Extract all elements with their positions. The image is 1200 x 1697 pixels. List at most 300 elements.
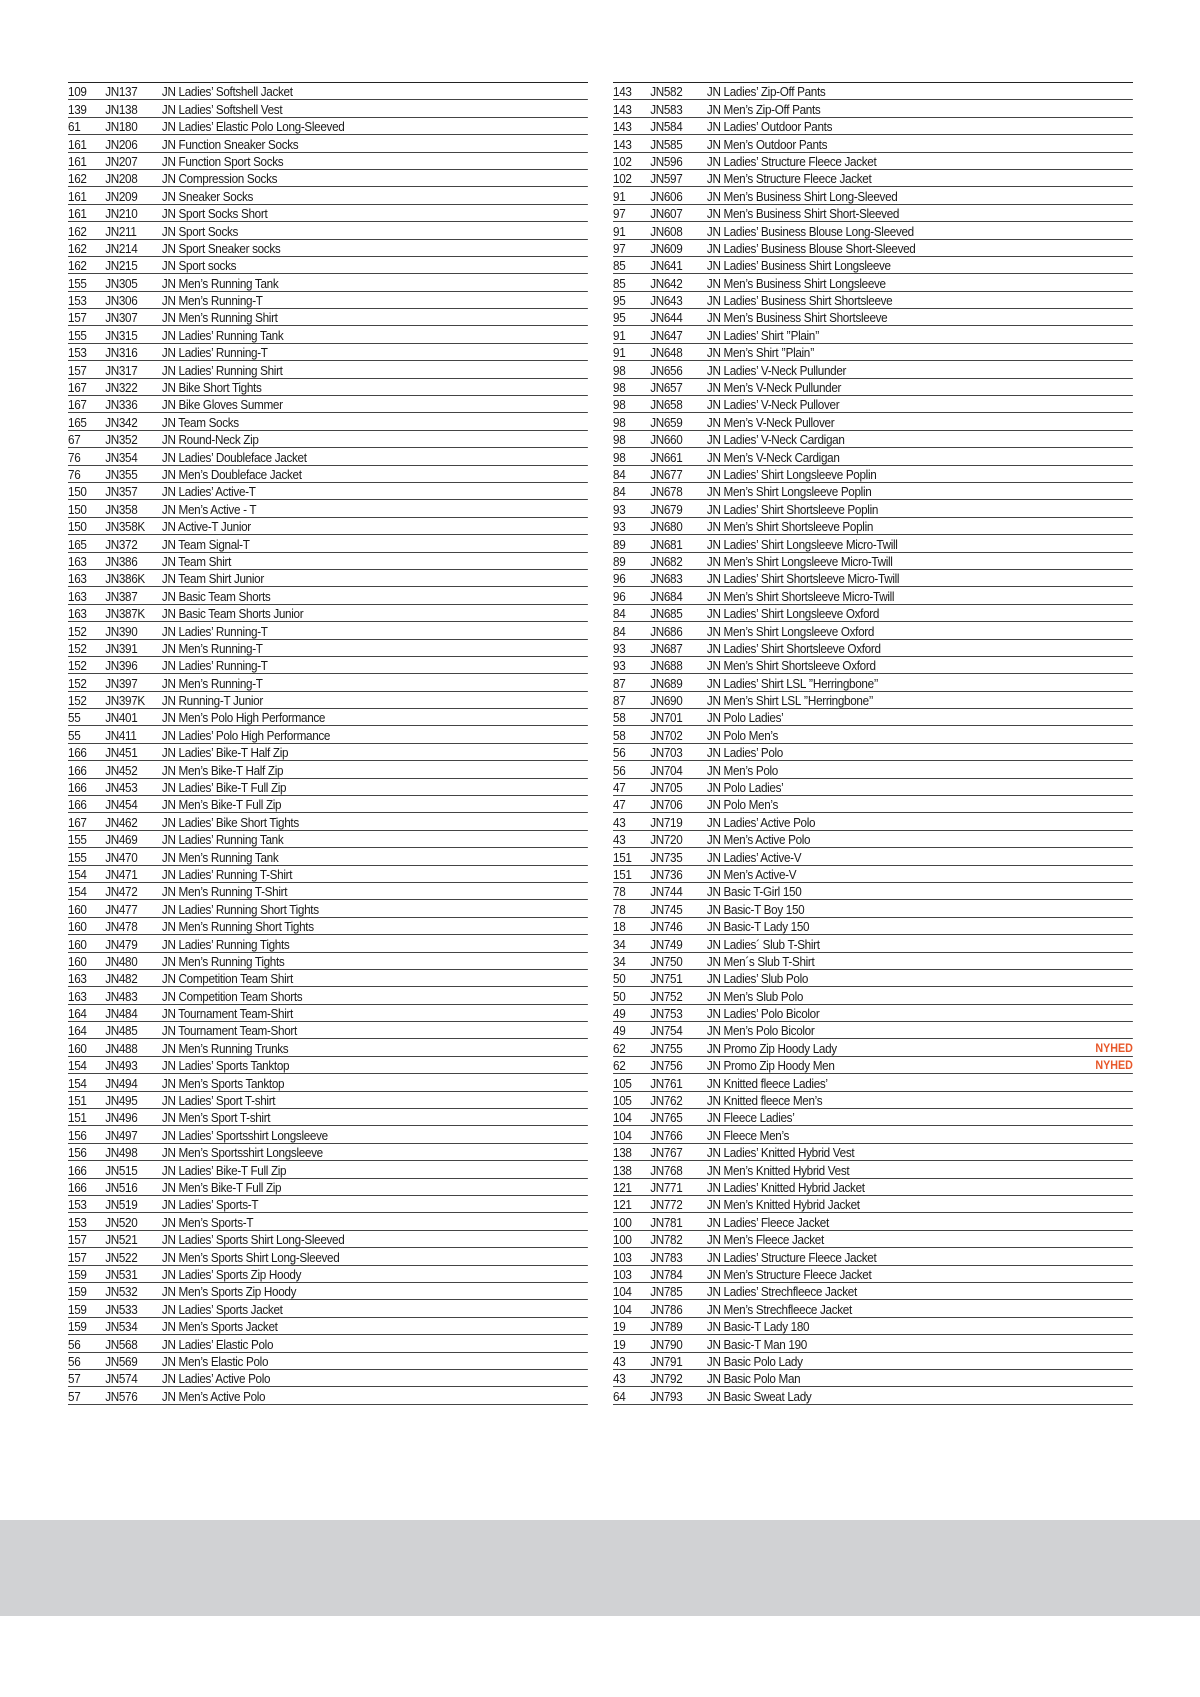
page-number: 161	[68, 207, 87, 222]
index-row	[68, 396, 588, 413]
product-code: JN792	[650, 1372, 683, 1387]
product-name: JN Men’s Running Trunks	[161, 1041, 289, 1056]
index-row	[613, 1213, 1133, 1230]
product-code: JN768	[650, 1163, 683, 1178]
product-code: JN767	[650, 1146, 683, 1161]
product-code: JN786	[650, 1302, 683, 1317]
product-code: JN644	[650, 311, 683, 326]
product-name: JN Men’s Sports Shirt Long-Sleeved	[161, 1250, 340, 1265]
page-number: 109	[68, 85, 87, 100]
page-number: 162	[68, 224, 87, 239]
index-row	[68, 1196, 588, 1213]
product-name: JN Men’s Business Shirt Shortsleeve	[706, 311, 888, 326]
product-code: JN411	[105, 728, 137, 743]
product-name: JN Ladies’ Softshell Vest	[161, 102, 283, 117]
product-name: JN Ladies’ Shirt Longsleeve Oxford	[706, 607, 880, 622]
product-code: JN719	[650, 815, 683, 830]
product-code: JN494	[105, 1076, 138, 1091]
index-row	[613, 205, 1133, 222]
product-name: JN Men’s Active Polo	[706, 833, 811, 848]
product-code: JN784	[650, 1267, 683, 1282]
index-row	[613, 1318, 1133, 1335]
product-code: JN211	[105, 224, 137, 239]
product-code: JN607	[650, 207, 683, 222]
product-name: JN Ladies’ Knitted Hybrid Vest	[706, 1146, 855, 1161]
product-name: JN Basic Team Shorts	[161, 589, 271, 604]
product-name: JN Ladies’ Shirt ’’Plain’’	[706, 328, 820, 343]
product-name: JN Men’s V-Neck Pullunder	[706, 381, 842, 396]
page-number: 143	[613, 102, 632, 117]
product-name: JN Basic T-Girl 150	[706, 885, 802, 900]
page-number: 19	[613, 1320, 626, 1335]
product-name: JN Men’s Running Tights	[161, 954, 285, 969]
product-code: JN322	[105, 381, 138, 396]
product-name: JN Basic-T Man 190	[706, 1337, 807, 1352]
product-name: JN Men’s Structure Fleece Jacket	[706, 172, 872, 187]
page-number: 89	[613, 537, 626, 552]
product-code: JN516	[105, 1181, 138, 1195]
index-row	[613, 1387, 1133, 1404]
product-code: JN689	[650, 676, 683, 691]
index-row	[68, 1300, 588, 1317]
page-number: 84	[613, 485, 626, 500]
product-code: JN690	[650, 694, 683, 709]
product-name: JN Running-T Junior	[161, 694, 263, 709]
page-number: 155	[68, 850, 87, 865]
page-number: 163	[68, 607, 87, 622]
product-name: JN Men’s Active - T	[161, 502, 257, 517]
index-row	[613, 1353, 1133, 1370]
page-number: 104	[613, 1285, 632, 1300]
index-row	[68, 240, 588, 257]
product-code: JN781	[650, 1215, 683, 1230]
index-row	[613, 379, 1133, 396]
index-row	[613, 1126, 1133, 1143]
index-row	[68, 553, 588, 570]
page-number: 87	[613, 694, 626, 709]
product-name: JN Men’s Running-T	[161, 676, 263, 691]
product-code: JN485	[105, 1024, 138, 1039]
page-number: 103	[613, 1267, 632, 1282]
page-number: 166	[68, 746, 87, 761]
index-row	[68, 1022, 588, 1039]
product-code: JN574	[105, 1372, 138, 1387]
page-number: 151	[68, 1094, 87, 1109]
product-code: JN336	[105, 398, 138, 413]
index-row	[613, 587, 1133, 604]
product-code: JN488	[105, 1041, 138, 1056]
product-name: JN Ladies’ Shirt Longsleeve Poplin	[706, 467, 877, 482]
page-number: 162	[68, 172, 87, 187]
index-row	[613, 744, 1133, 761]
product-name: JN Men’s Polo	[706, 763, 779, 778]
index-row	[613, 153, 1133, 170]
index-row	[613, 726, 1133, 743]
page-number: 152	[68, 641, 87, 656]
index-row	[613, 1231, 1133, 1248]
product-name: JN Team Shirt	[161, 554, 232, 569]
index-row	[68, 344, 588, 361]
page-number: 62	[613, 1059, 626, 1074]
page-number: 56	[613, 763, 626, 778]
product-code: JN585	[650, 137, 683, 152]
index-row	[613, 813, 1133, 830]
page-number: 121	[613, 1198, 632, 1213]
page-number: 155	[68, 833, 87, 848]
index-row	[613, 1074, 1133, 1091]
page-number: 152	[68, 659, 87, 674]
product-code: JN684	[650, 589, 683, 604]
product-name: JN Ladies’ Sports Zip Hoody	[161, 1267, 302, 1282]
product-name: JN Men’s Shirt Shortsleeve Micro-Twill	[706, 589, 895, 604]
page-number: 152	[68, 676, 87, 691]
index-row	[68, 1231, 588, 1248]
product-name: JN Men´s Slub T-Shirt	[706, 954, 815, 969]
product-code: JN531	[105, 1267, 138, 1282]
index-row	[68, 500, 588, 517]
page-number: 138	[613, 1163, 632, 1178]
index-row	[613, 118, 1133, 135]
product-code: JN686	[650, 624, 683, 639]
index-row	[68, 1266, 588, 1283]
page-number: 93	[613, 502, 626, 517]
product-name: JN Polo Men’s	[706, 798, 779, 813]
product-code: JN386K	[105, 572, 145, 587]
index-row	[68, 605, 588, 622]
index-row	[68, 1213, 588, 1230]
product-code: JN705	[650, 781, 683, 796]
index-row	[613, 796, 1133, 813]
index-row	[613, 987, 1133, 1004]
product-name: JN Ladies’ Active Polo	[706, 815, 816, 830]
product-code: JN533	[105, 1302, 138, 1317]
index-row	[613, 100, 1133, 117]
index-row	[68, 483, 588, 500]
index-row	[613, 83, 1133, 100]
product-code: JN483	[105, 989, 138, 1004]
product-code: JN138	[105, 102, 138, 117]
product-name: JN Men’s Business Shirt Longsleeve	[706, 276, 886, 291]
product-code: JN706	[650, 798, 683, 813]
page-number: 49	[613, 1024, 626, 1039]
index-row	[68, 292, 588, 309]
index-row	[613, 518, 1133, 535]
index-row	[613, 605, 1133, 622]
index-row	[613, 1005, 1133, 1022]
product-name: JN Round-Neck Zip	[161, 433, 259, 448]
index-row	[68, 222, 588, 239]
index-row	[613, 1335, 1133, 1352]
product-code: JN391	[105, 641, 138, 656]
product-code: JN753	[650, 1007, 683, 1022]
page-number: 163	[68, 989, 87, 1004]
page-number: 91	[613, 328, 626, 343]
index-row	[68, 118, 588, 135]
product-name: JN Ladies’ Running Short Tights	[161, 902, 319, 917]
product-name: JN Sport Sneaker socks	[161, 241, 281, 256]
product-code: JN470	[105, 850, 138, 865]
product-code: JN358K	[105, 520, 145, 535]
product-name: JN Knitted fleece Men’s	[706, 1094, 823, 1109]
product-code: JN642	[650, 276, 683, 291]
product-name: JN Ladies’ Running Tank	[161, 833, 284, 848]
product-name: JN Ladies’ Outdoor Pants	[706, 120, 833, 135]
product-code: JN534	[105, 1320, 138, 1335]
product-name: JN Men’s Shirt Longsleeve Oxford	[706, 624, 875, 639]
page-number: 154	[68, 1076, 87, 1091]
product-name: JN Men’s Zip-Off Pants	[706, 102, 821, 117]
product-name: JN Men’s Running Shirt	[161, 311, 278, 326]
index-row	[613, 1370, 1133, 1387]
product-name: JN Men’s Active-V	[706, 867, 797, 882]
product-name: JN Fleece Men’s	[706, 1128, 790, 1143]
index-row	[613, 240, 1133, 257]
index-row	[613, 657, 1133, 674]
product-code: JN478	[105, 920, 138, 935]
page-number: 152	[68, 624, 87, 639]
page-number: 163	[68, 972, 87, 987]
page-number: 100	[613, 1233, 632, 1248]
index-row	[613, 553, 1133, 570]
product-name: JN Ladies’ Shirt Longsleeve Micro-Twill	[706, 537, 898, 552]
page-number: 96	[613, 589, 626, 604]
product-name: JN Knitted fleece Ladies’	[706, 1076, 828, 1091]
product-name: JN Function Sneaker Socks	[161, 137, 299, 152]
product-code: JN576	[105, 1389, 138, 1404]
product-name: JN Ladies’ Structure Fleece Jacket	[706, 1250, 877, 1265]
product-code: JN745	[650, 902, 683, 917]
index-row	[68, 970, 588, 987]
product-name: JN Ladies’ Shirt LSL ’’Herringbone’’	[706, 676, 879, 691]
product-code: JN647	[650, 328, 683, 343]
index-row	[613, 274, 1133, 291]
product-code: JN752	[650, 989, 683, 1004]
product-name: JN Basic Polo Lady	[706, 1354, 803, 1369]
page-number: 159	[68, 1285, 87, 1300]
page-number: 104	[613, 1111, 632, 1126]
product-code: JN659	[650, 415, 683, 430]
index-row	[613, 413, 1133, 430]
product-name: JN Men’s Running Short Tights	[161, 920, 314, 935]
page-number: 96	[613, 572, 626, 587]
product-code: JN789	[650, 1320, 683, 1335]
product-name: JN Men’s Slub Polo	[706, 989, 804, 1004]
index-row	[613, 135, 1133, 152]
product-name: JN Sport socks	[161, 259, 237, 274]
product-name: JN Ladies’ Shirt Shortsleeve Oxford	[706, 641, 881, 656]
index-row	[68, 535, 588, 552]
index-row	[613, 292, 1133, 309]
index-row	[613, 1144, 1133, 1161]
product-code: JN397	[105, 676, 138, 691]
product-code: JN497	[105, 1128, 138, 1143]
page-number: 157	[68, 363, 87, 378]
product-code: JN749	[650, 937, 683, 952]
page-number: 97	[613, 207, 626, 222]
product-name: JN Men’s Bike-T Half Zip	[161, 763, 284, 778]
product-code: JN493	[105, 1059, 138, 1074]
product-code: JN387K	[105, 607, 145, 622]
page-number: 121	[613, 1181, 632, 1195]
page-number: 78	[613, 902, 626, 917]
index-row	[68, 1109, 588, 1126]
index-row	[68, 1248, 588, 1265]
product-code: JN137	[105, 85, 138, 100]
product-name: JN Men’s Outdoor Pants	[706, 137, 828, 152]
page-number: 167	[68, 398, 87, 413]
product-code: JN210	[105, 207, 138, 222]
product-code: JN477	[105, 902, 138, 917]
product-name: JN Ladies’ Running-T	[161, 346, 268, 361]
product-name: JN Men’s Shirt ’’Plain’’	[706, 346, 815, 361]
page-number: 98	[613, 415, 626, 430]
product-code: JN495	[105, 1094, 138, 1109]
page-number: 150	[68, 485, 87, 500]
product-code: JN471	[105, 867, 138, 882]
page-number: 98	[613, 381, 626, 396]
index-row	[68, 361, 588, 378]
product-code: JN454	[105, 798, 138, 813]
index-row	[68, 796, 588, 813]
page-number: 160	[68, 920, 87, 935]
product-name: JN Ladies’ Active Polo	[161, 1372, 271, 1387]
product-code: JN656	[650, 363, 683, 378]
product-code: JN704	[650, 763, 683, 778]
page-number: 164	[68, 1007, 87, 1022]
index-row	[68, 953, 588, 970]
product-name: JN Men’s Knitted Hybrid Vest	[706, 1163, 850, 1178]
product-code: JN772	[650, 1198, 683, 1213]
index-row	[613, 1179, 1133, 1196]
product-name: JN Men’s Active Polo	[161, 1389, 266, 1404]
product-name: JN Men’s Knitted Hybrid Jacket	[706, 1198, 860, 1213]
product-code: JN680	[650, 520, 683, 535]
product-code: JN519	[105, 1198, 138, 1213]
product-code: JN354	[105, 450, 138, 465]
product-name: JN Function Sport Socks	[161, 154, 284, 169]
product-code: JN783	[650, 1250, 683, 1265]
product-code: JN657	[650, 381, 683, 396]
index-row	[68, 692, 588, 709]
product-code: JN480	[105, 954, 138, 969]
product-code: JN472	[105, 885, 138, 900]
product-name: JN Men’s V-Neck Pullover	[706, 415, 835, 430]
index-row	[68, 866, 588, 883]
page-number: 85	[613, 276, 626, 291]
product-code: JN214	[105, 241, 138, 256]
page-number: 56	[68, 1337, 81, 1352]
page-number: 34	[613, 937, 626, 952]
index-row	[68, 1039, 588, 1056]
index-row	[68, 622, 588, 639]
index-row	[613, 1196, 1133, 1213]
index-row	[613, 900, 1133, 917]
product-name: JN Men’s Sports Jacket	[161, 1320, 278, 1335]
index-row	[68, 1335, 588, 1352]
index-row	[68, 900, 588, 917]
product-code: JN608	[650, 224, 683, 239]
page-number: 156	[68, 1128, 87, 1143]
product-code: JN207	[105, 154, 138, 169]
page-number: 153	[68, 294, 87, 309]
product-code: JN496	[105, 1111, 138, 1126]
index-row	[613, 483, 1133, 500]
page-number: 102	[613, 154, 632, 169]
page-number: 43	[613, 1354, 626, 1369]
product-name: JN Team Socks	[161, 415, 239, 430]
product-code: JN451	[105, 746, 138, 761]
product-name: JN Men’s Bike-T Full Zip	[161, 798, 282, 813]
product-code: JN462	[105, 815, 138, 830]
page-number: 18	[613, 920, 626, 935]
product-name: JN Ladies’ Shirt Shortsleeve Poplin	[706, 502, 879, 517]
index-row	[68, 518, 588, 535]
page-number: 143	[613, 120, 632, 135]
page-number: 167	[68, 381, 87, 396]
product-name: JN Ladies’ Running T-Shirt	[161, 867, 293, 882]
index-row	[613, 1022, 1133, 1039]
new-badge: NYHED	[1095, 1042, 1133, 1055]
product-name: JN Ladies’ Sport T-shirt	[161, 1094, 276, 1109]
index-row	[68, 1353, 588, 1370]
product-name: JN Ladies’ Running Tank	[161, 328, 284, 343]
product-name: JN Men’s Running T-Shirt	[161, 885, 288, 900]
page-number: 95	[613, 311, 626, 326]
product-name: JN Ladies’ Polo Bicolor	[706, 1007, 820, 1022]
index-row	[613, 396, 1133, 413]
product-name: JN Men’s Shirt Shortsleeve Poplin	[706, 520, 874, 535]
product-name: JN Ladies’ Bike Short Tights	[161, 815, 299, 830]
index-row	[68, 744, 588, 761]
page-number: 153	[68, 1198, 87, 1213]
index-row	[68, 674, 588, 691]
page-number: 103	[613, 1250, 632, 1265]
index-row	[68, 1144, 588, 1161]
product-code: JN765	[650, 1111, 683, 1126]
product-name: JN Ladies’ Active-T	[161, 485, 256, 500]
product-code: JN453	[105, 781, 138, 796]
page-number: 150	[68, 520, 87, 535]
product-code: JN761	[650, 1076, 683, 1091]
product-name: JN Ladies’ Running-T	[161, 659, 268, 674]
product-name: JN Basic Sweat Lady	[706, 1389, 812, 1404]
product-name: JN Ladies’ Running-T	[161, 624, 268, 639]
product-code: JN766	[650, 1128, 683, 1143]
index-row	[68, 1074, 588, 1091]
page-number: 76	[68, 467, 81, 482]
page-number: 34	[613, 954, 626, 969]
page-number: 166	[68, 781, 87, 796]
product-code: JN790	[650, 1337, 683, 1352]
product-name: JN Men’s Strechfleece Jacket	[706, 1302, 852, 1317]
product-code: JN735	[650, 850, 683, 865]
product-name: JN Bike Short Tights	[161, 381, 262, 396]
product-code: JN661	[650, 450, 683, 465]
product-name: JN Ladies’ Sportsshirt Longsleeve	[161, 1128, 328, 1143]
page-number: 43	[613, 833, 626, 848]
product-name: JN Competition Team Shirt	[161, 972, 293, 987]
product-name: JN Active-T Junior	[161, 520, 251, 535]
product-code: JN751	[650, 972, 683, 987]
page-number: 84	[613, 467, 626, 482]
index-row	[613, 883, 1133, 900]
product-name: JN Men’s Sport T-shirt	[161, 1111, 271, 1126]
page-number: 50	[613, 989, 626, 1004]
product-name: JN Men’s Running-T	[161, 294, 263, 309]
new-badge: NYHED	[1095, 1060, 1133, 1073]
product-code: JN685	[650, 607, 683, 622]
page-number: 85	[613, 259, 626, 274]
